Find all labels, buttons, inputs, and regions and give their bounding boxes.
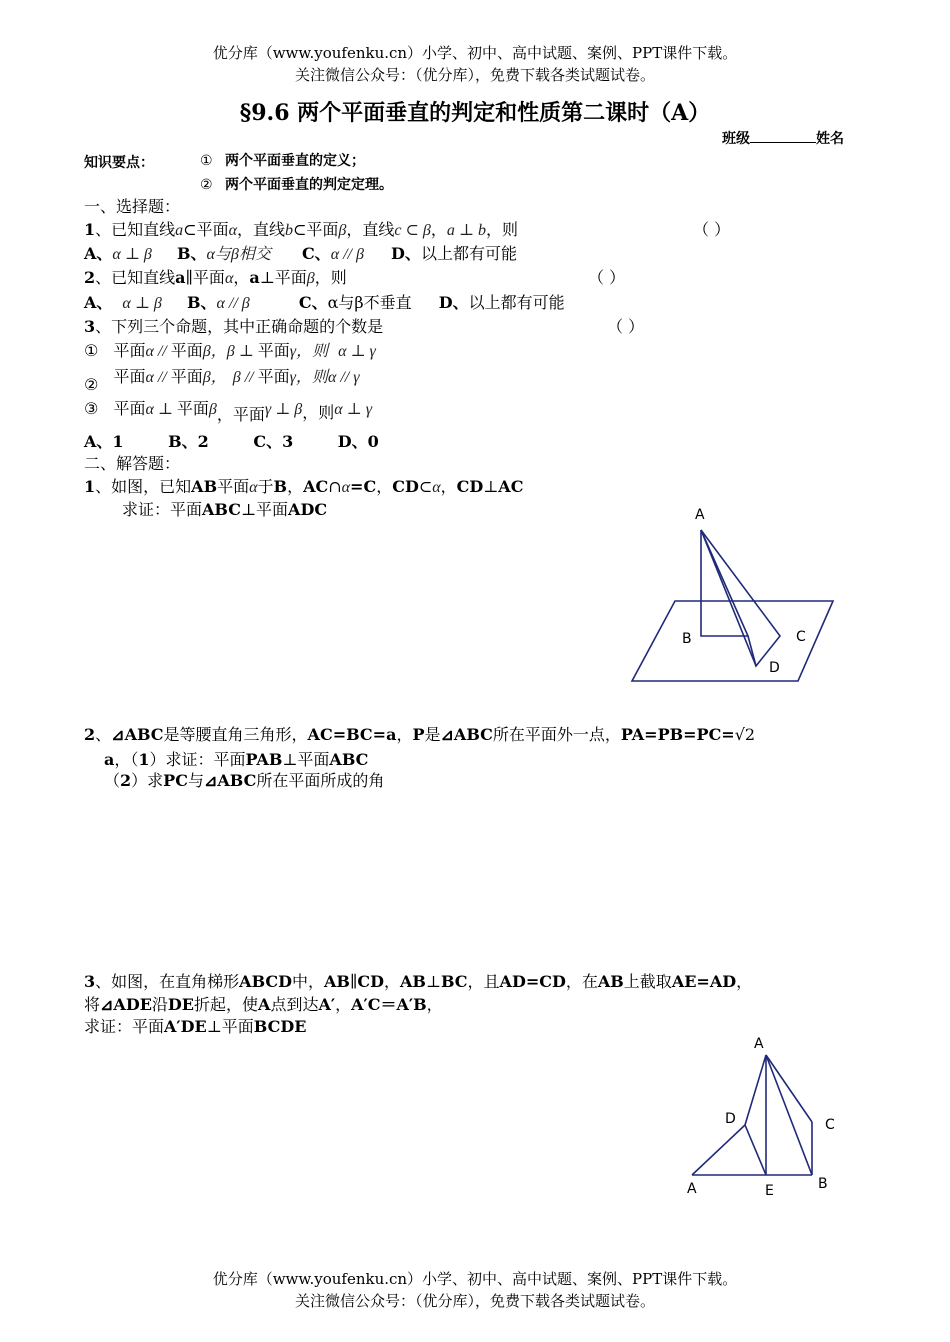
fig3-line-apb — [766, 1055, 812, 1175]
s2-line-2: a，（1）求证：平面PAB⊥平面ABC — [104, 750, 369, 769]
q1-stem: 1、已知直线a⊂平面α，直线b⊂平面β，直线c ⊂ β，a ⊥ b，则 — [84, 220, 518, 239]
page-title: §9.6 两个平面垂直的判定和性质第二课时（A） — [239, 100, 711, 126]
fig1-label-b: B — [682, 631, 692, 647]
footer-line-1: 优分库（www.youfenku.cn）小学、初中、高中试题、案例、PPT课件下载。 — [212, 1270, 738, 1288]
footer-line-2: 关注微信公众号：（优分库），免费下载各类试题试卷。 — [294, 1292, 655, 1310]
fig1-label-d: D — [769, 660, 780, 676]
fig3-line-de — [745, 1125, 766, 1175]
s2-line-1: 2、⊿ABC是等腰直角三角形，AC=BC=a，P是⊿ABC所在平面外一点，PA=PB=PC=√2 — [84, 725, 756, 744]
s3-line-3: 求证：平面A′DE⊥平面BCDE — [84, 1017, 307, 1036]
fig3-line-apd — [745, 1055, 766, 1125]
s2-line-3: （2）求PC与⊿ABC所在平面所成的角 — [104, 771, 385, 790]
class-label: 班级 — [722, 131, 750, 147]
header-line-1: 优分库（www.youfenku.cn）小学、初中、高中试题、案例、PPT课件下载。 — [212, 44, 738, 62]
section-1-heading: 一、选择题： — [84, 197, 181, 216]
q3-proposition-3: ③ 平面α ⊥ 平面β，平面γ ⊥ β，则α ⊥ γ — [84, 399, 372, 424]
fig1-triangle-acd — [701, 530, 780, 666]
q2-answer-paren: （ ） — [588, 268, 626, 287]
q3-proposition-2: ② 平面α // 平面β， β // 平面γ，则α // γ — [84, 367, 360, 394]
knowledge-item-2 — [200, 174, 393, 194]
class-blank — [750, 130, 816, 143]
q3-answer-paren: （ ） — [607, 317, 645, 336]
fig3-label-e: E — [765, 1183, 774, 1199]
knowledge-item-1-text: 两个平面垂直的定义； — [225, 153, 366, 169]
knowledge-item-2-num: ② — [200, 177, 213, 193]
name-label: 姓名 — [816, 131, 844, 147]
q3-proposition-1: ① 平面α // 平面β，β ⊥ 平面γ，则 α ⊥ γ — [84, 341, 376, 360]
knowledge-item-1 — [200, 150, 365, 170]
q2-stem: 2、已知直线a∥平面α，a⊥平面β，则 — [84, 268, 347, 287]
q1-options: A、α ⊥ β B、α与β相交 C、α // β D、以上都有可能 — [84, 244, 517, 263]
fig3-label-d: D — [725, 1111, 736, 1127]
s1-line-1: 1、如图，已知AB平面α于B，AC∩α=C，CD⊂α，CD⊥AC — [84, 477, 524, 496]
fig3-label-a: A — [687, 1181, 697, 1197]
knowledge-item-2-text: 两个平面垂直的判定定理。 — [225, 177, 394, 193]
s3-line-2: 将⊿ADE沿DE折起，使A点到达A′，A′C＝A′B， — [84, 995, 443, 1014]
fig1-line-ad — [701, 530, 756, 666]
fig3-label-b: B — [818, 1176, 828, 1192]
header-line-2: 关注微信公众号：（优分库），免费下载各类试题试卷。 — [294, 66, 655, 84]
section-2-heading: 二、解答题： — [84, 454, 181, 473]
fig3-line-apc — [766, 1055, 812, 1122]
figure-1 — [600, 500, 860, 700]
fig1-label-a: A — [695, 507, 705, 523]
s3-line-1: 3、如图，在直角梯形ABCD中，AB∥CD，AB⊥BC，且AD=CD，在AB上截取AE=AD， — [84, 972, 753, 991]
q1-answer-paren: （ ） — [693, 220, 731, 239]
fig3-label-a-prime: A — [754, 1036, 764, 1052]
figure-3 — [670, 1030, 850, 1210]
fig3-line-ad — [692, 1125, 745, 1175]
q3-options: A、1 B、2 C、3 D、0 — [84, 432, 379, 451]
knowledge-item-1-num: ① — [200, 153, 213, 169]
class-name-row — [722, 128, 844, 148]
knowledge-label: 知识要点： — [84, 155, 154, 171]
s1-line-2: 求证：平面ABC⊥平面ADC — [122, 500, 328, 519]
q2-options: A、 α ⊥ β B、α // β C、α与β不垂直 D、以上都有可能 — [84, 293, 565, 312]
fig1-label-c: C — [796, 629, 806, 645]
fig3-label-c: C — [825, 1117, 835, 1133]
q3-stem: 3、下列三个命题，其中正确命题的个数是 — [84, 317, 384, 336]
